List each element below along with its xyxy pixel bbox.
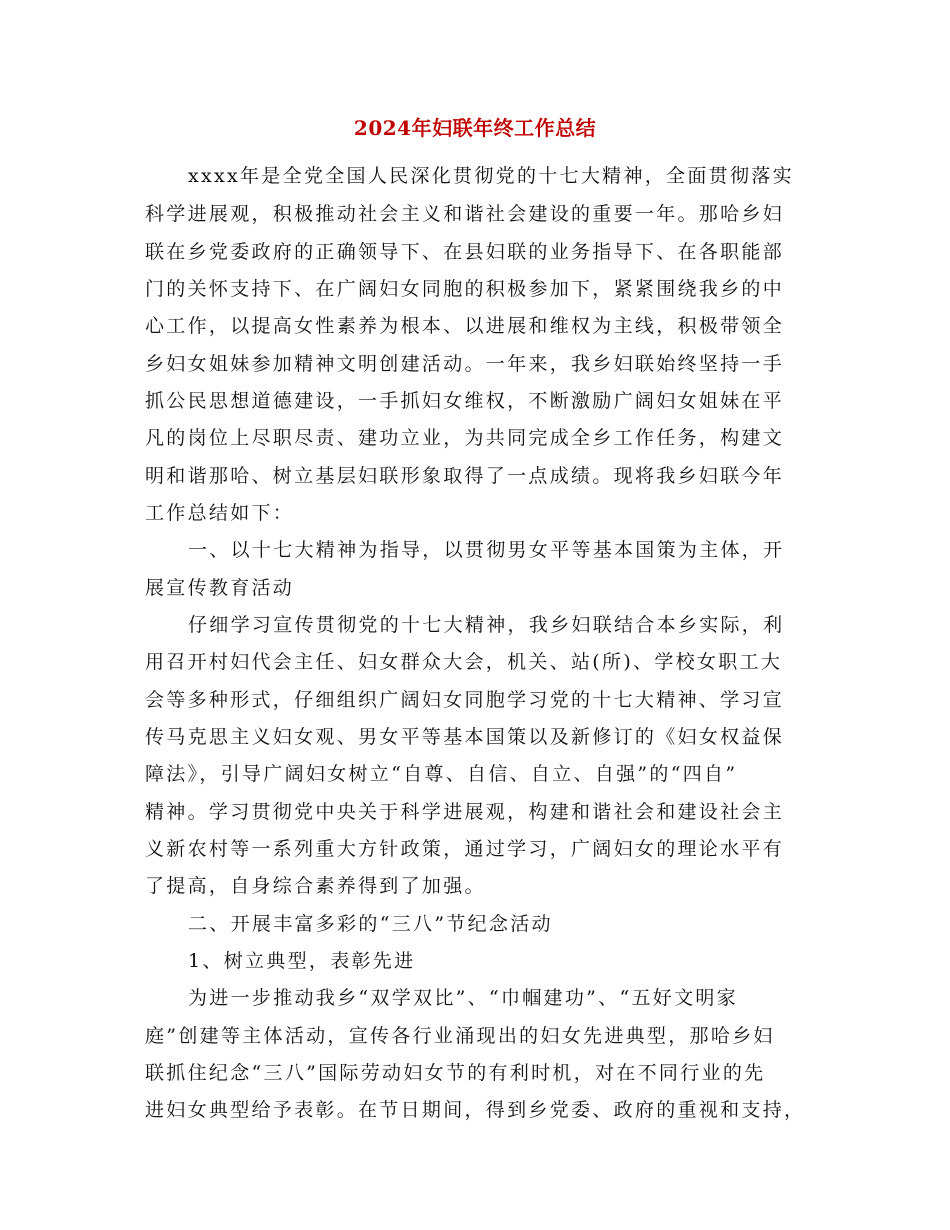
paragraph-line: 精神。学习贯彻党中央关于科学进展观，构建和谐社会和建设社会主 <box>145 801 785 823</box>
section-heading-line: 二、开展丰富多彩的“三八”节纪念活动 <box>188 913 553 935</box>
paragraph-line: 明和谐那哈、树立基层妇联形象取得了一点成绩。现将我乡妇联今年 <box>145 465 785 487</box>
paragraph-line: 进妇女典型给予表彰。在节日期间，得到乡党委、政府的重视和支持， <box>145 1099 806 1121</box>
paragraph-line: 用召开村妇代会主任、妇女群众大会，机关、站(所)、学校女职工大 <box>145 651 783 673</box>
paragraph-line: 了提高，自身综合素养得到了加强。 <box>145 875 486 897</box>
subsection-heading-line: 1、树立典型，表彰先进 <box>188 950 416 972</box>
paragraph-line: 传马克思主义妇女观、男女平等基本国策以及新修订的《妇女权益保 <box>145 726 785 748</box>
paragraph-line: 科学进展观，积极推动社会主义和谐社会建设的重要一年。那哈乡妇 <box>145 203 785 225</box>
paragraph-line: 联抓住纪念“三八”国际劳动妇女节的有利时机，对在不同行业的先 <box>145 1062 766 1084</box>
section-heading-line: 展宣传教育活动 <box>145 577 295 599</box>
paragraph-line: 障法》，引导广阔妇女树立“自尊、自信、自立、自强”的“四自” <box>145 763 738 785</box>
paragraph-line: 心工作，以提高女性素养为根本、以进展和维权为主线，积极带领全 <box>145 315 785 337</box>
paragraph-line: 会等多种形式，仔细组织广阔妇女同胞学习党的十七大精神、学习宣 <box>145 689 785 711</box>
paragraph-line: 联在乡党委政府的正确领导下、在县妇联的业务指导下、在各职能部 <box>145 241 785 263</box>
section-heading-line: 一、以十七大精神为指导，以贯彻男女平等基本国策为主体，开 <box>188 539 785 561</box>
paragraph-line: 仔细学习宣传贯彻党的十七大精神，我乡妇联结合本乡实际，利 <box>188 614 785 636</box>
paragraph-line: 抓公民思想道德建设，一手抓妇女维权，不断激励广阔妇女姐妹在平 <box>145 390 785 412</box>
paragraph-line: xxxx年是全党全国人民深化贯彻党的十七大精神，全面贯彻落实 <box>188 165 794 187</box>
paragraph-line: 为进一步推动我乡“双学双比”、“巾帼建功”、“五好文明家 <box>188 987 738 1009</box>
paragraph-line: 乡妇女姐妹参加精神文明创建活动。一年来，我乡妇联始终坚持一手 <box>145 353 785 375</box>
paragraph-line: 庭”创建等主体活动，宣传各行业涌现出的妇女先进典型，那哈乡妇 <box>145 1025 775 1047</box>
paragraph-line: 义新农村等一系列重大方针政策，通过学习，广阔妇女的理论水平有 <box>145 838 785 860</box>
document-title: 2024年妇联年终工作总结 <box>353 116 597 140</box>
paragraph-line: 工作总结如下： <box>145 502 295 524</box>
paragraph-line: 门的关怀支持下、在广阔妇女同胞的积极参加下，紧紧围绕我乡的中 <box>145 278 785 300</box>
paragraph-line: 凡的岗位上尽职尽责、建功立业，为共同完成全乡工作任务，构建文 <box>145 427 785 449</box>
